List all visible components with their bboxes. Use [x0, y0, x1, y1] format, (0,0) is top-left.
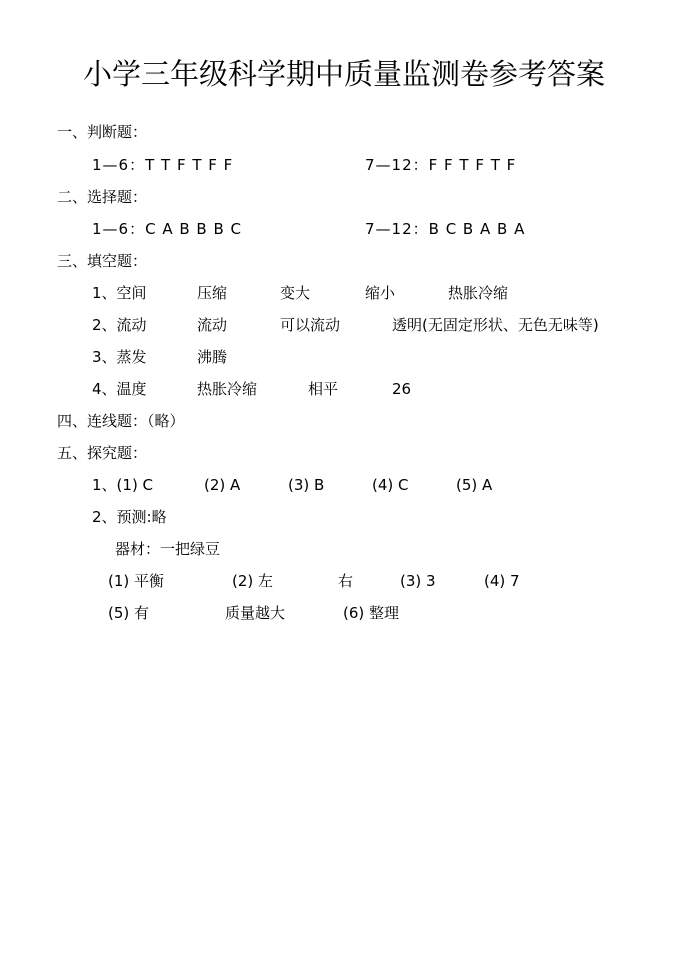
fill-answer: 1、空间 — [92, 284, 147, 302]
fill-answer: 2、流动 — [92, 316, 147, 334]
section-1-heading: 一、判断题： — [57, 123, 148, 141]
s1-answers-7-12: 7—12：F F T F T F — [365, 156, 517, 174]
section-4-heading: 四、连线题：（略） — [57, 412, 185, 430]
fill-answer: 热胀冷缩 — [448, 284, 509, 302]
inquiry-answer: 右 — [338, 572, 354, 590]
fill-answer: 流动 — [197, 316, 228, 334]
inquiry-answer: (1) 平衡 — [108, 572, 165, 590]
fill-answer: 透明(无固定形状、无色无味等) — [392, 316, 599, 334]
inquiry-answer: (5) 有 — [108, 604, 150, 622]
s2-answers-7-12: 7—12：B C B A B A — [365, 220, 526, 238]
fill-answer: 压缩 — [197, 284, 228, 302]
inquiry-answer: (2) A — [204, 476, 241, 494]
fill-answer: 3、蒸发 — [92, 348, 147, 366]
prediction-line: 2、预测:略 — [92, 508, 167, 526]
fill-answer: 26 — [392, 380, 412, 398]
inquiry-answer: 质量越大 — [225, 604, 286, 622]
fill-answer: 相平 — [308, 380, 339, 398]
fill-answer: 热胀冷缩 — [197, 380, 258, 398]
inquiry-answer: (2) 左 — [232, 572, 274, 590]
fill-answer: 变大 — [280, 284, 311, 302]
fill-answer: 4、温度 — [92, 380, 147, 398]
inquiry-answer: (5) A — [456, 476, 493, 494]
section-3-heading: 三、填空题： — [57, 252, 148, 270]
section-5-heading: 五、探究题： — [57, 444, 148, 462]
s1-answers-1-6: 1—6：T T F T F F — [92, 156, 234, 174]
fill-answer: 可以流动 — [280, 316, 341, 334]
s2-answers-1-6: 1—6：C A B B B C — [92, 220, 243, 238]
inquiry-answer: 1、(1) C — [92, 476, 154, 494]
inquiry-answer: (6) 整理 — [343, 604, 400, 622]
inquiry-answer: (4) 7 — [484, 572, 520, 590]
inquiry-answer: (4) C — [372, 476, 409, 494]
fill-answer: 缩小 — [365, 284, 396, 302]
inquiry-answer: (3) 3 — [400, 572, 436, 590]
inquiry-answer: (3) B — [288, 476, 325, 494]
page-title: 小学三年级科学期中质量监测卷参考答案 — [82, 57, 605, 91]
equipment-line: 器材：一把绿豆 — [115, 540, 221, 558]
fill-answer: 沸腾 — [197, 348, 228, 366]
section-2-heading: 二、选择题： — [57, 188, 148, 206]
